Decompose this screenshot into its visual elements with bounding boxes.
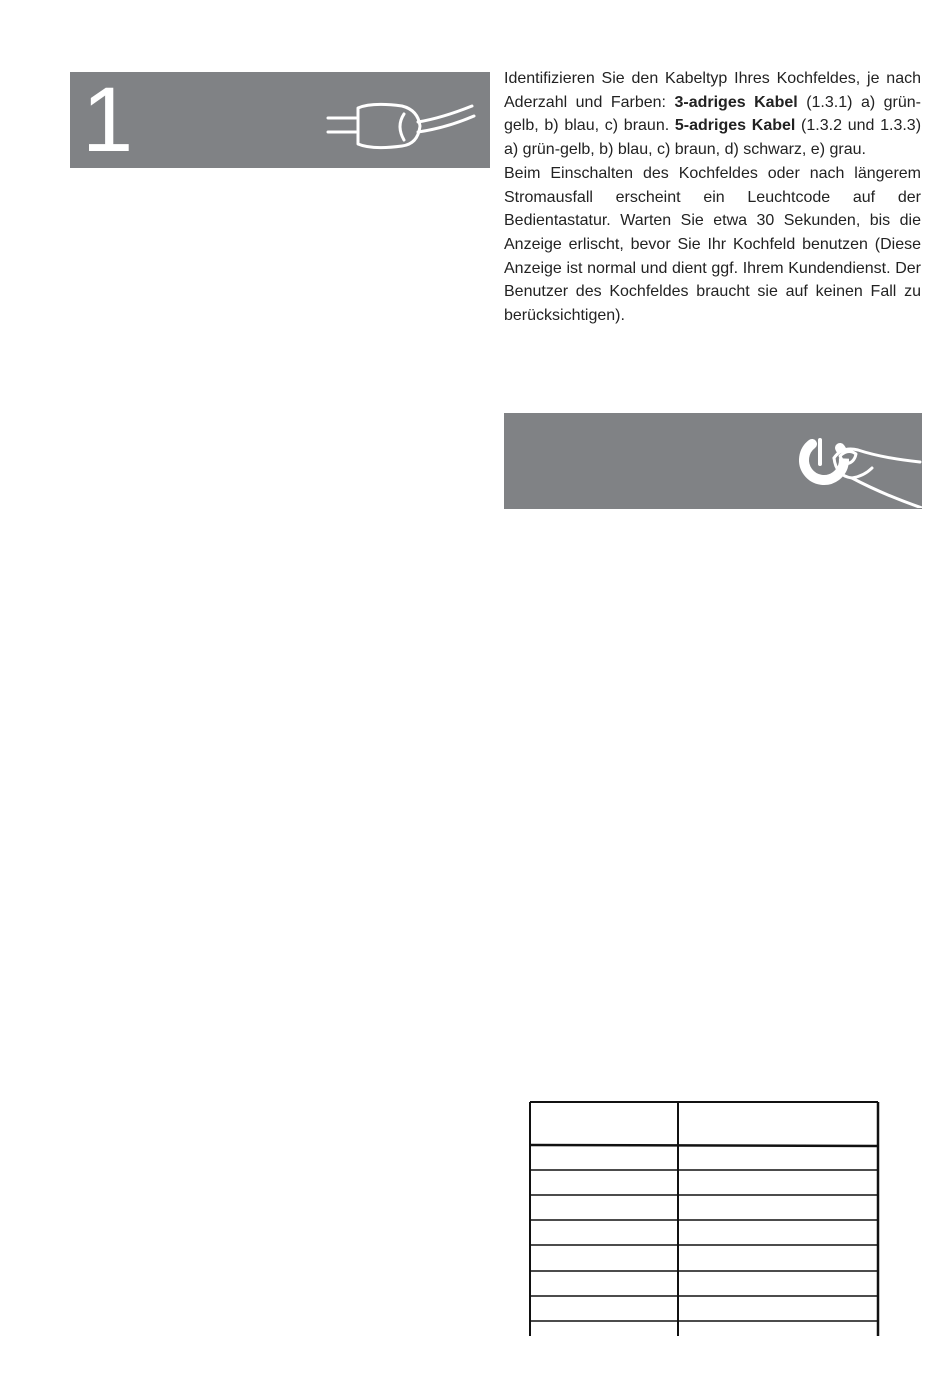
text-segment: (1.3.1) a) grün-gelb, b) blau, c) braun. [504, 93, 922, 135]
installation-text [504, 67, 921, 328]
section-number: 1 [82, 69, 130, 171]
text-segment: (1.3.2 und 1.3.3) a) grün-gelb, b) blau, c) braun, d) schwarz, e) grau. [504, 117, 922, 159]
three-wire-cable-label: 3-adriges Kabel [674, 93, 798, 111]
five-wire-cable-label: 5-adriges Kabel [674, 117, 796, 135]
wiring-table [527, 1100, 882, 1336]
power-on-paragraph: Beim Einschalten des Kochfeldes oder nach längerem Stromausfall erscheint ein Leuchtcode auf der Bedientastatur. Warten Sie etwa 30 Sekunden, bis die Anzeige erlischt, bevor Sie Ihr Kochfeld benutzen (Diese Anzeige ist normal und dient ggf. Ihrem Kundendienst. Der Benutzer des Kochfeldes braucht sie auf keinen Fall zu berücksichtigen). [504, 164, 921, 325]
cable-identification-paragraph [504, 67, 921, 162]
text-segment: Identifizieren Sie den Kabeltyp Ihres Kochfeldes, je nach Aderzahl und Farben: [504, 70, 921, 111]
power-touch-icon [782, 418, 922, 508]
plug-icon [322, 96, 482, 156]
